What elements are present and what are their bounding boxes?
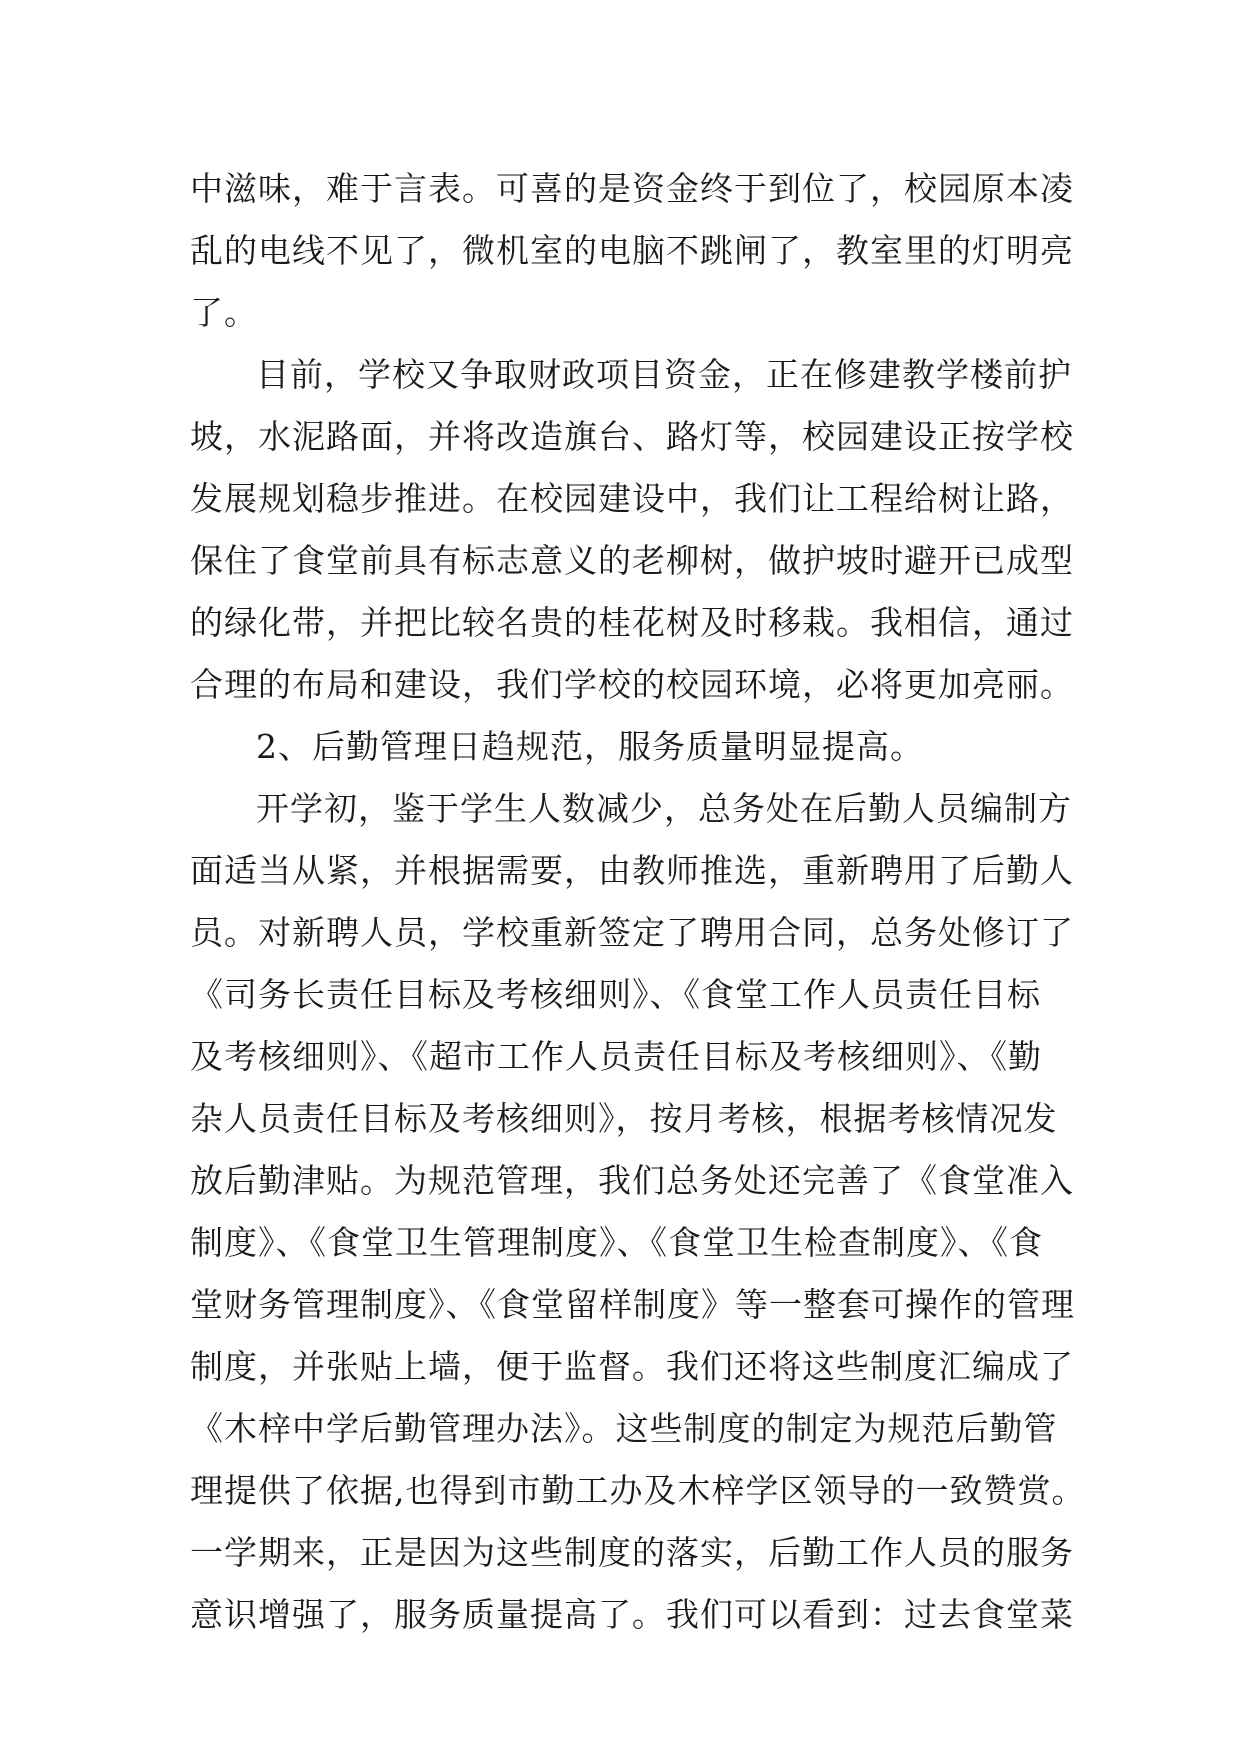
text-line: 目前，学校又争取财政项目资金，正在修建教学楼前护 xyxy=(256,355,1072,394)
text-line: 面适当从紧，并根据需要，由教师推选，重新聘用了后勤人 xyxy=(190,851,1074,890)
text-line: 了。 xyxy=(190,293,258,332)
text-line: 中滋味，难于言表。可喜的是资金终于到位了，校园原本凌 xyxy=(190,169,1074,208)
text-line: 乱的电线不见了，微机室的电脑不跳闸了，教室里的灯明亮 xyxy=(190,231,1074,270)
text-line: 保住了食堂前具有标志意义的老柳树，做护坡时避开已成型 xyxy=(190,541,1074,580)
text-line: 理提供了依据,也得到市勤工办及木梓学区领导的一致赞赏。 xyxy=(190,1471,1086,1510)
text-line: 及考核细则》、《超市工作人员责任目标及考核细则》、《勤 xyxy=(190,1037,1042,1076)
text-line: 意识增强了，服务质量提高了。我们可以看到：过去食堂菜 xyxy=(190,1595,1074,1634)
text-line: 合理的布局和建设，我们学校的校园环境，必将更加亮丽。 xyxy=(190,665,1074,704)
text-line: 发展规划稳步推进。在校园建设中，我们让工程给树让路， xyxy=(190,479,1074,518)
text-line: 《司务长责任目标及考核细则》、《食堂工作人员责任目标 xyxy=(190,975,1041,1014)
text-line: 的绿化带，并把比较名贵的桂花树及时移栽。我相信，通过 xyxy=(190,603,1074,642)
text-line: 堂财务管理制度》、《食堂留样制度》等一整套可操作的管理 xyxy=(190,1285,1075,1324)
text-line: 《木梓中学后勤管理办法》。这些制度的制定为规范后勤管 xyxy=(190,1409,1058,1448)
text-line: 员。对新聘人员，学校重新签定了聘用合同，总务处修订了 xyxy=(190,913,1074,952)
text-line: 开学初，鉴于学生人数减少，总务处在后勤人员编制方 xyxy=(256,789,1072,828)
text-line: 一学期来，正是因为这些制度的落实，后勤工作人员的服务 xyxy=(190,1533,1074,1572)
text-line: 坡，水泥路面，并将改造旗台、路灯等，校园建设正按学校 xyxy=(190,417,1074,456)
text-line: 制度》、《食堂卫生管理制度》、《食堂卫生检查制度》、《食 xyxy=(190,1223,1043,1262)
text-line: 杂人员责任目标及考核细则》，按月考核，根据考核情况发 xyxy=(190,1099,1058,1138)
text-line: 制度，并张贴上墙，便于监督。我们还将这些制度汇编成了 xyxy=(190,1347,1074,1386)
text-line: 放后勤津贴。为规范管理，我们总务处还完善了《食堂准入 xyxy=(190,1161,1074,1200)
section-heading: 2、后勤管理日趋规范，服务质量明显提高。 xyxy=(256,727,924,766)
body-text xyxy=(190,158,1086,1646)
